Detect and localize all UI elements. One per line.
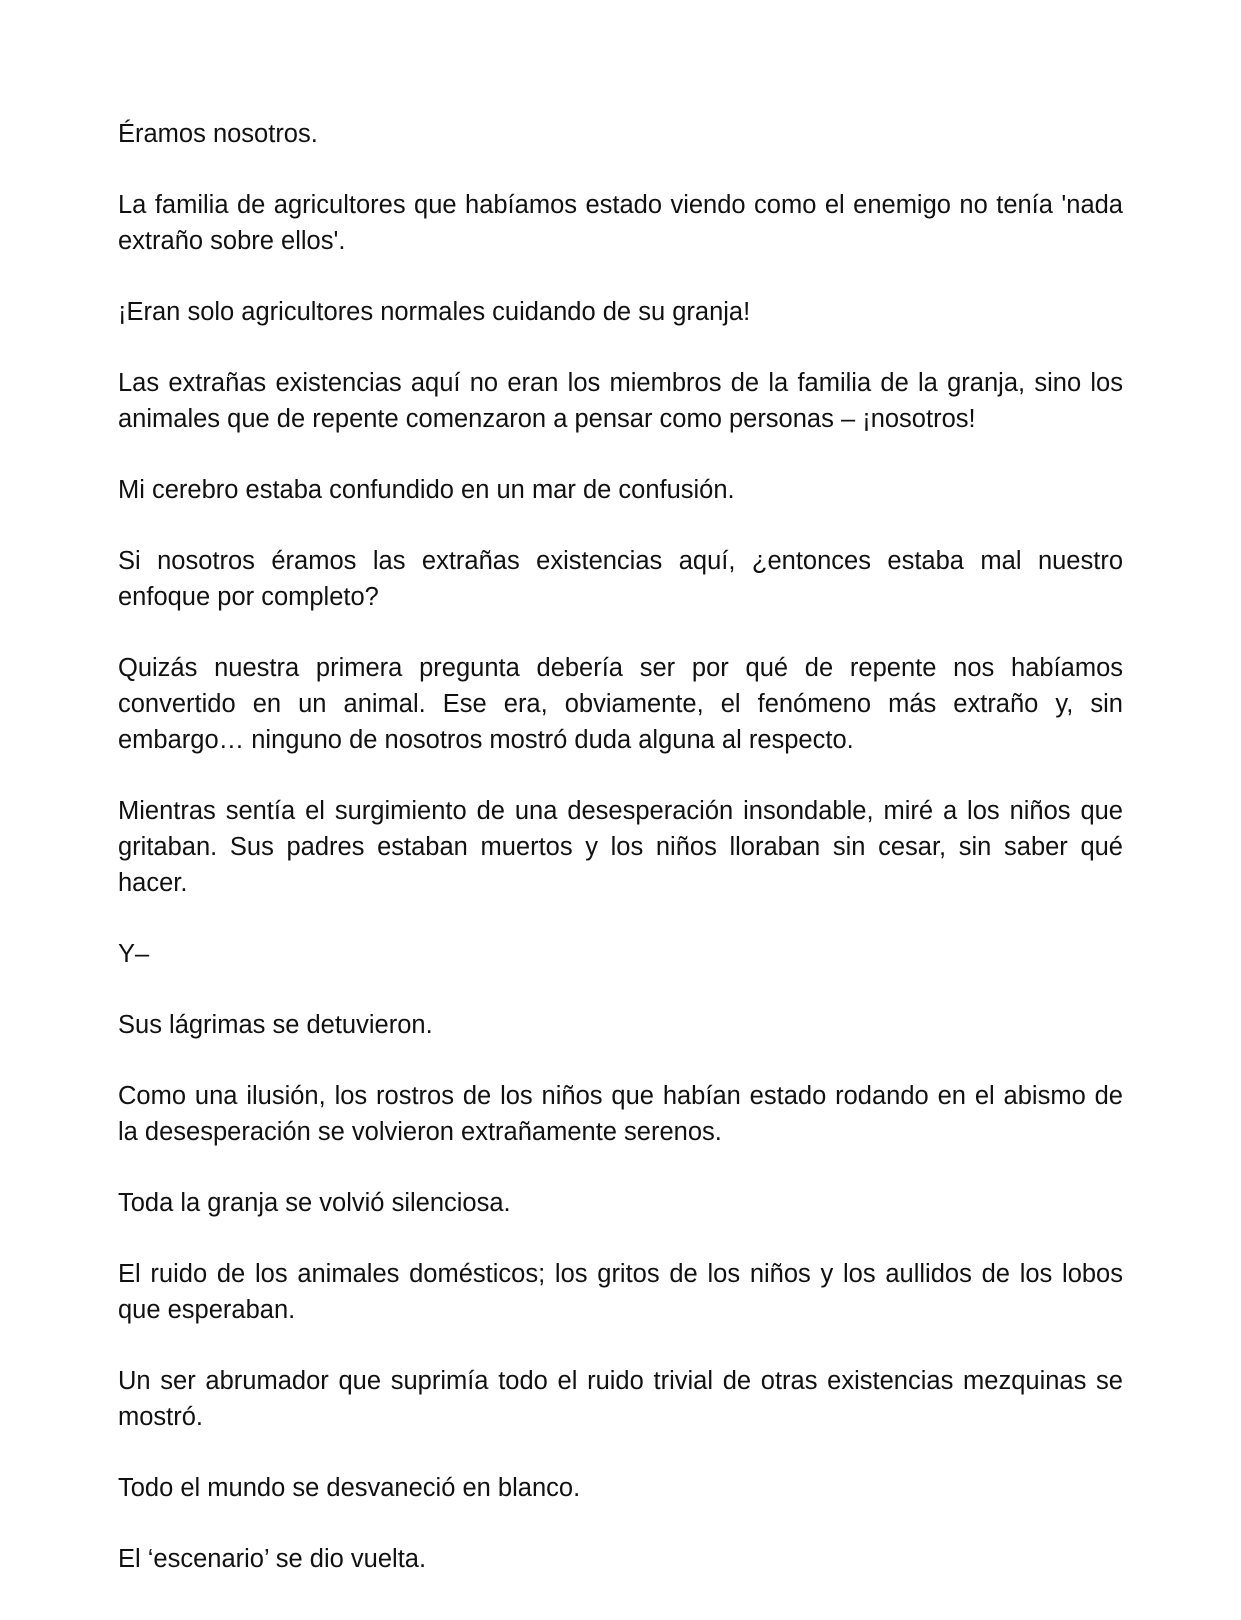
- paragraph: Todo el mundo se desvaneció en blanco.: [118, 1474, 581, 1502]
- paragraph: Un ser abrumador que suprimía todo el ruido trivial de otras existencias mezquinas se mostró.: [118, 1367, 1123, 1431]
- paragraph: Las extrañas existencias aquí no eran los miembros de la familia de la granja, sino los animales que de repente comenzaron a pensar como personas – ¡nosotros!: [118, 369, 1123, 433]
- paragraph: El ‘escenario’ se dio vuelta.: [118, 1545, 427, 1573]
- paragraph: Si nosotros éramos las extrañas existencias aquí, ¿entonces estaba mal nuestro enfoque por completo?: [118, 547, 1123, 611]
- paragraph: Y–: [118, 940, 150, 968]
- paragraph: La familia de agricultores que habíamos estado viendo como el enemigo no tenía 'nada extraño sobre ellos'.: [118, 191, 1123, 255]
- paragraph: Quizás nuestra primera pregunta debería ser por qué de repente nos habíamos convertido en un animal. Ese era, obviamente, el fenómeno más extraño y, sin embargo… ninguno de nosotros mostró duda alguna al respecto.: [118, 654, 1123, 754]
- paragraph: Como una ilusión, los rostros de los niños que habían estado rodando en el abismo de la desesperación se volvieron extrañamente serenos.: [118, 1082, 1123, 1146]
- body-text: [118, 116, 1123, 1577]
- paragraph: Éramos nosotros.: [118, 120, 318, 148]
- paragraph: Mientras sentía el surgimiento de una desesperación insondable, miré a los niños que gritaban. Sus padres estaban muertos y los niños lloraban sin cesar, sin saber qué hacer.: [118, 797, 1123, 897]
- paragraph: ¡Eran solo agricultores normales cuidando de su granja!: [118, 298, 751, 326]
- paragraph: Sus lágrimas se detuvieron.: [118, 1011, 433, 1039]
- paragraph: Toda la granja se volvió silenciosa.: [118, 1189, 511, 1217]
- paragraph: Mi cerebro estaba confundido en un mar de confusión.: [118, 476, 735, 504]
- paragraph: El ruido de los animales domésticos; los gritos de los niños y los aullidos de los lobos que esperaban.: [118, 1260, 1123, 1324]
